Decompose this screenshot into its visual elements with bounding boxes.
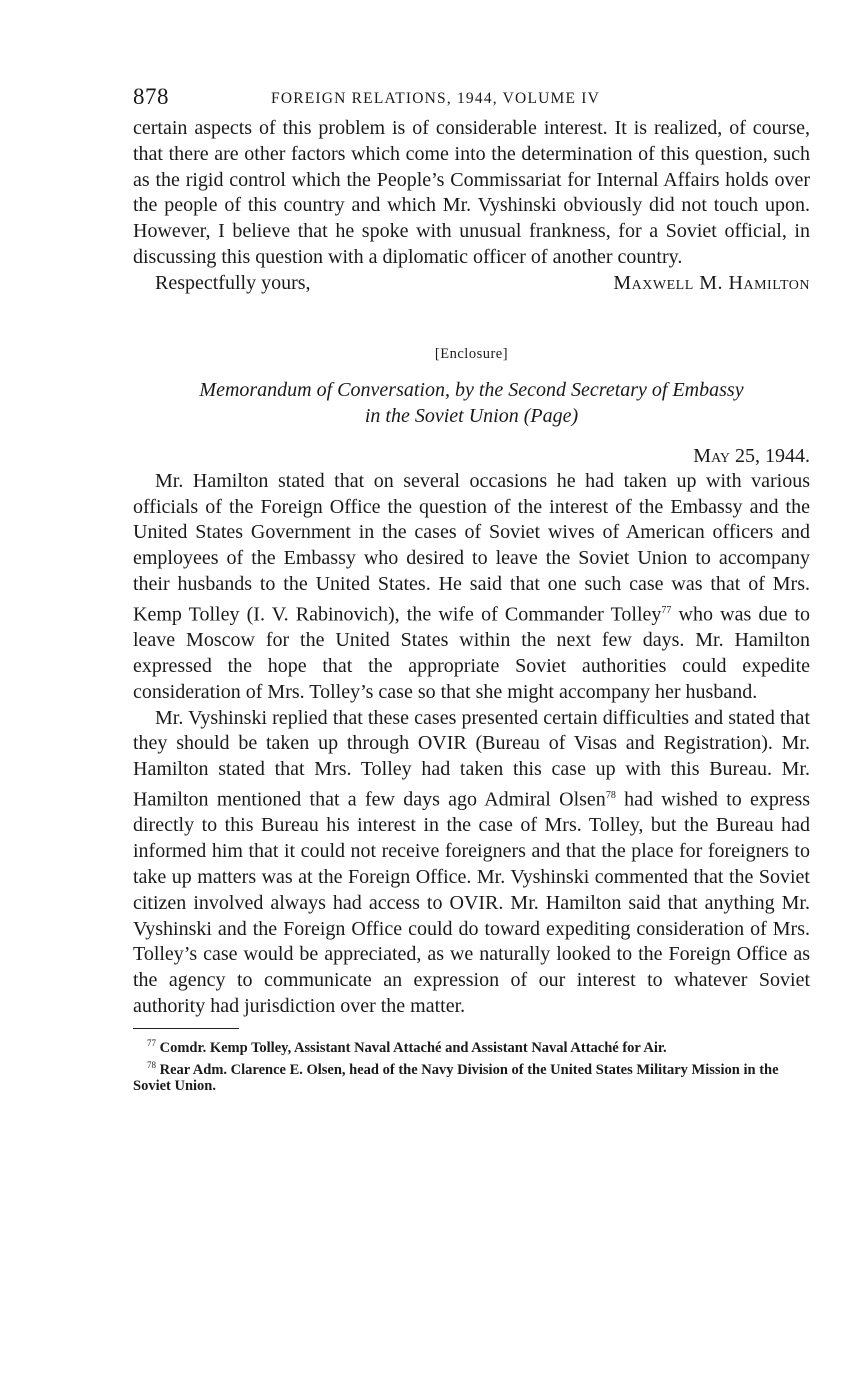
document-page (133, 84, 810, 1095)
date-rest: 25, 1944. (730, 444, 810, 467)
memo-title-line-2: in the Soviet Union (Page) (364, 404, 579, 427)
footnote-78-text: Rear Adm. Clarence E. Olsen, head of the Navy Division of the United States Military Mission in the Soviet Union. (133, 1061, 779, 1095)
memo-title-line-1: Memorandum of Conversation, by the Second Secretary of Embassy (199, 378, 744, 401)
closing: Respectfully yours, (155, 271, 311, 294)
date-month: May (693, 444, 730, 467)
footnote-78-marker: 78 (147, 1059, 156, 1070)
memo-paragraph-2-text-a: Mr. Vyshinski replied that these cases presented certain difficulties and stated that they should be taken up through OVIR (Bureau of Visas and Registration). Mr. Hamilton stated that Mrs. Tolley had taken this case up with this Bureau. Mr. Hamilton mentioned that a few days ago Admiral Olsen (133, 706, 810, 811)
memo-title (133, 377, 810, 429)
footnote-ref-78: 78 (605, 790, 616, 801)
signatory-name: Maxwell M. Hamilton (613, 271, 810, 294)
footnote-ref-77: 77 (661, 604, 672, 616)
memo-paragraph-1 (133, 469, 810, 706)
page-header (133, 84, 810, 114)
footnote-divider (133, 1028, 239, 1029)
running-head: FOREIGN RELATIONS, 1944, VOLUME IV (271, 90, 600, 107)
enclosure-label: [Enclosure] (434, 345, 509, 362)
page-number: 878 (133, 84, 169, 109)
footnote-77 (133, 1035, 810, 1057)
memo-date (133, 443, 810, 469)
memo-paragraph-1-text-b: who was due to leave Moscow for the United States within the next few days. Mr. Hamilton expressed the hope that the appropriate Soviet authorities could expedite consideration of Mrs. Tolley’s case so that she might accompany her husband. (133, 603, 811, 703)
signature-line (133, 272, 810, 298)
footnote-77-text: Comdr. Kemp Tolley, Assistant Naval Attaché and Assistant Naval Attaché for Air. (159, 1039, 667, 1056)
footnote-78 (133, 1057, 810, 1096)
memo-paragraph-2 (133, 706, 810, 1020)
memo-paragraph-1-text-a: Mr. Hamilton stated that on several occasions he had taken up with various officials of the Foreign Office the question of the interest of the Embassy and the United States Government in the cases of Soviet wives of American officers and employees of the Embassy who desired to leave the Soviet Union to accompany their husbands to the United States. He said that one such case was that of Mrs. Kemp Tolley (I. V. Rabinovich), the wife of Commander Tolley (133, 469, 810, 626)
memo-paragraph-2-text-b: had wished to express directly to this Bureau his interest in the case of Mrs. Tolley, but the Bureau had informed him that it could not receive foreigners and that the place for foreigners to take up matters was at the Foreign Office. Mr. Vyshinski commented that the Soviet citizen involved always had access to OVIR. Mr. Hamilton said that anything Mr. Vyshinski and the Foreign Office could do toward expediting consideration of Mrs. Tolley’s case would be appreciated, as we naturally looked to the Foreign Office as the agency to communicate an expression of our interest to whatever Soviet authority had jurisdiction over the matter. (133, 788, 811, 1018)
footnote-77-marker: 77 (147, 1037, 156, 1048)
letter-paragraph: certain aspects of this problem is of considerable interest. It is realized, of course, that there are other factors which come into the determination of this question, such as the rigid control which the People’s Commissariat for Internal Affairs holds over the people of this country and which Mr. Vyshinski obviously did not touch upon. However, I believe that he spoke with unusual frankness, for a Soviet official, in discussing this question with a diplomatic officer of another country. (133, 117, 810, 268)
